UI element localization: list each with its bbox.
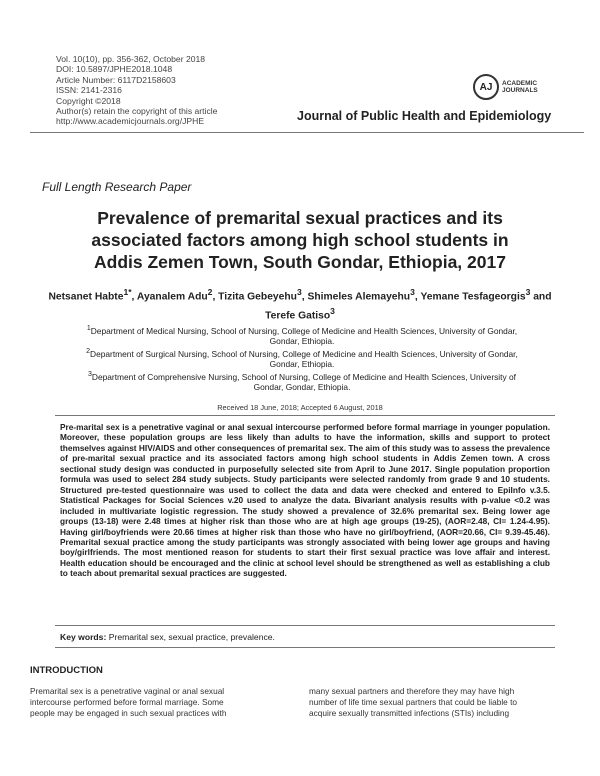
abstract-bottom-divider (55, 625, 555, 626)
affiliation-line: Gondar, Ethiopia. (269, 359, 335, 370)
title-line: Prevalence of premarital sexual practices and its (97, 208, 503, 228)
keywords-divider (55, 647, 555, 648)
author-sup: 3 (525, 287, 531, 297)
body-line: Premarital sex is a penetrative vaginal or anal sexual (30, 686, 225, 696)
body-line: intercourse performed before formal marriage. Some (30, 697, 224, 708)
logo-line-1: ACADEMIC (502, 79, 538, 87)
author-sup: 1* (123, 287, 132, 297)
meta-doi: DOI: 10.5897/JPHE2018.1048 (56, 64, 173, 75)
affiliation-line: Gondar, Ethiopia. (269, 336, 335, 347)
body-line: people may be engaged in such sexual practices with (30, 708, 227, 719)
header-divider (30, 132, 584, 133)
journal-name: Journal of Public Health and Epidemiology (297, 109, 552, 123)
author-sup: 3 (296, 287, 302, 297)
keywords (60, 632, 275, 642)
author-name: Ayanalem Adu (136, 291, 208, 303)
keywords-text: Premarital sex, sexual practice, prevalence. (108, 632, 275, 642)
abstract-top-divider (55, 415, 555, 416)
author-sup: 3 (330, 306, 335, 317)
section-heading-introduction: INTRODUCTION (30, 665, 103, 676)
keywords-label: Key words: (60, 632, 107, 642)
meta-volume: Vol. 10(10), pp. 356-362, October 2018 (56, 54, 206, 64)
meta-rights: Author(s) retain the copyright of this article (56, 106, 218, 117)
affiliation (46, 324, 558, 347)
author-sup: 2 (207, 287, 213, 297)
author-list: Netsanet Habte$^{1*}$, Ayanalem Adu$^2$, Tizita Gebeyehu$^3$, Shimeles Alemayehu$^3$, Yemane Tesfageorgis$^3$ and Terefe Gatiso$^3$ (48, 287, 552, 322)
affiliation-sup: 1 (86, 325, 91, 332)
publisher-logo (473, 74, 538, 100)
received-dates: Received 18 June, 2018; Accepted 6 August, 2018 (217, 403, 383, 412)
body-column-right (309, 686, 571, 720)
author-name: Netsanet Habte (48, 291, 124, 303)
logo-wordmark (502, 80, 538, 95)
article-metadata (56, 54, 217, 127)
author-name: Tizita Gebeyehu (218, 291, 297, 303)
paper-title (36, 207, 564, 273)
affiliation-sup: 2 (86, 348, 91, 355)
author-name: Yemane Tesfageorgis (420, 291, 526, 303)
affiliation-line: Department of Medical Nursing, School of Nursing, College of Medicine and Health Sciences, University of Gondar, (90, 325, 518, 336)
affiliation-line: Department of Surgical Nursing, School of Nursing, College of Medicine and Health Sciences, University of Gondar, (90, 348, 518, 359)
author-sup: 3 (410, 287, 415, 297)
body-line: number of life time sexual partners that could be liable to (309, 697, 517, 708)
affiliation-line: Department of Comprehensive Nursing, School of Nursing, College of Medicine and Health Sciences, University of (91, 371, 516, 382)
body-line: many sexual partners and therefore they may have high (309, 686, 515, 696)
affiliation (46, 370, 558, 393)
abstract: Pre-marital sex is a penetrative vaginal or anal sexual intercourse performed before formal marriage in younger population. Moreover, these population groups are less likely than adults to have the information, skills and support to protect themselves against HIV/AIDS and other consequences of premarital sex. The aim of this study was to assess the prevalence of pre-marital sexual practice and its associated factors among high school students in Addis Zemen town. A cross sectional study design was conducted in purposefully selected site from April to June 2017. Single population proportion formula was used to select 284 study subjects. Study participants were selected randomly from grade 9 and 10 students. Structured pre-tested questionnaire was used to collect the data and data were checked and entered to EpiInfo v.3.5. Statistical Packages for Social Sciences v.20 used to analyze the data. Bivariant analysis results with p-value <0.2 was included in multivariate logistic regression. The study showed a prevalence of 32.6% premarital sex. Being lower age groups (13-18) were 2.48 times at higher risk than those who are at high age groups (19-25), (AOR=2.48, CI= 1.24-4.95). Having girl/boyfriends were 20.66 times at higher risk than those who have no girl/boyfriend, (AOR=20.66, CI= 9.39-45.46). Premarital sexual practice among the study participants was strongly associated with being lower age groups and having boy/girlfriends. The most mentioned reason for students to start their first sexual practice was love affair and interest. Health education should be encouraged and the clinic at school level should be strengthened as well as establishing a club to teach about premarital sexual practices are suggested. (60, 422, 550, 579)
meta-url: http://www.academicjournals.org/JPHE (56, 116, 205, 127)
meta-copyright: Copyright ©2018 (56, 95, 121, 106)
affiliation (46, 347, 558, 370)
logo-icon: AJ (473, 74, 499, 100)
affiliation-line: Gondar, Gondar, Ethiopia. (253, 382, 351, 393)
body-line: acquire sexually transmitted infections (STIs) including (309, 708, 510, 719)
meta-issn: ISSN: 2141-2316 (56, 85, 122, 96)
article-type: Full Length Research Paper (42, 180, 192, 194)
author-name: Shimeles Alemayehu (307, 291, 411, 303)
logo-line-2: JOURNALS (502, 87, 538, 94)
affiliation-sup: 3 (88, 371, 92, 378)
body-column-left (30, 686, 292, 720)
title-line: Addis Zemen Town, South Gondar, Ethiopia, 2017 (94, 252, 506, 272)
meta-article-number: Article Number: 6117D2158603 (56, 74, 176, 85)
title-line: associated factors among high school students in (91, 230, 509, 250)
author-name: Terefe Gatiso (265, 310, 331, 322)
